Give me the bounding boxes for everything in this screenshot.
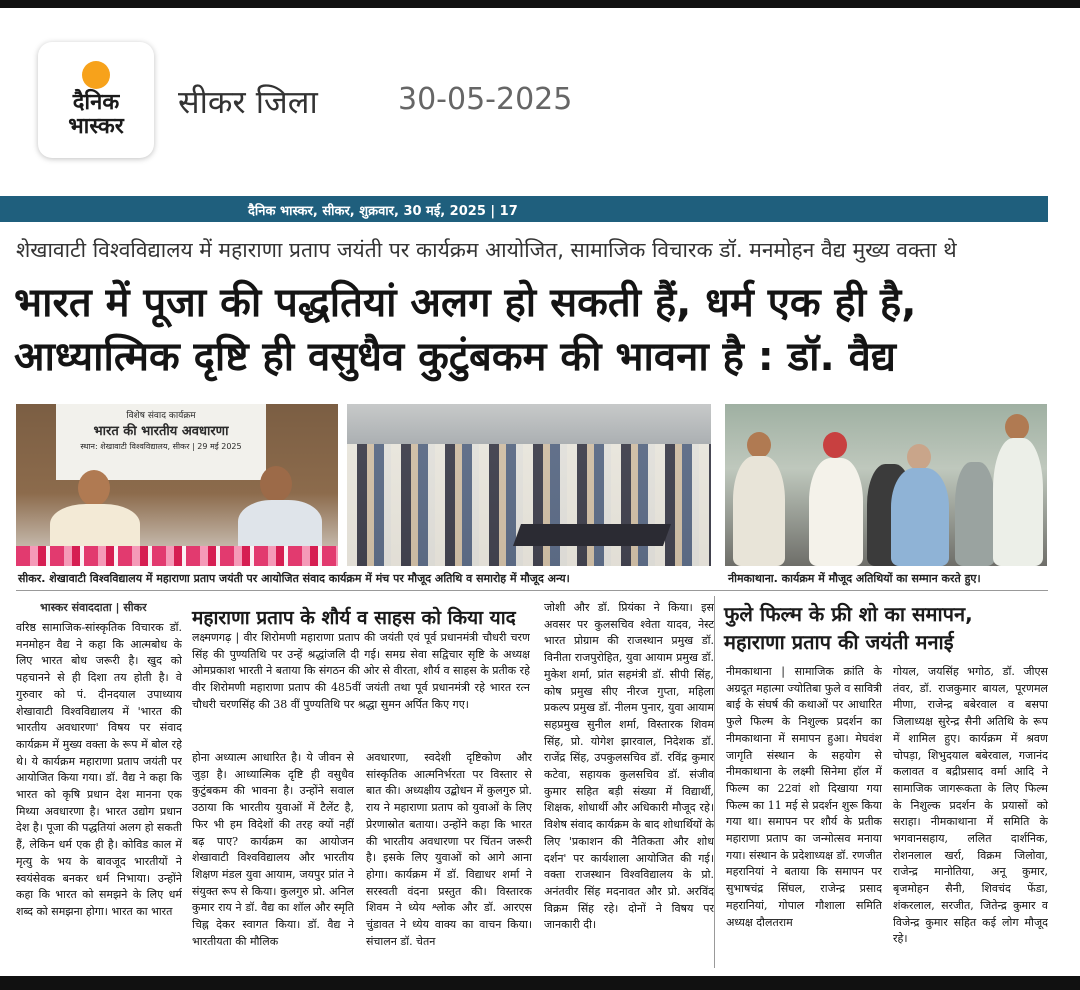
photo-caption-right: नीमकाथाना. कार्यक्रम में मौजूद अतिथियों का सम्मान करते हुए। <box>728 572 981 585</box>
top-bar <box>0 0 1080 8</box>
speaker-head <box>260 466 292 502</box>
guest-head-4 <box>907 444 931 470</box>
guest-figure-6 <box>993 438 1043 566</box>
guest-figure-2 <box>809 458 863 566</box>
bureau-byline: भास्कर संवाददाता | सीकर <box>40 601 147 614</box>
banner-line-1: विशेष संवाद कार्यक्रम <box>126 411 196 421</box>
audience-table <box>513 524 671 546</box>
section-divider <box>16 590 1048 591</box>
stage-banner <box>56 404 266 480</box>
district-title: सीकर जिला <box>178 83 318 121</box>
guest-figure-1 <box>733 456 785 566</box>
stage-photo <box>16 404 338 566</box>
story1-kicker: शेखावाटी विश्वविद्यालय में महाराणा प्रताप जयंती पर कार्यक्रम आयोजित, सामाजिक विचारक डॉ. मनमोहन वैद्य मुख्य वक्ता थे <box>16 238 957 262</box>
story3-subhead-line-2: महाराणा प्रताप की जयंती मनाई <box>724 630 954 654</box>
turban-icon <box>823 432 847 458</box>
banner-line-2: भारत की भारतीय अवधारणा <box>93 424 229 439</box>
logo-line-1: दैनिक <box>72 90 120 115</box>
page-band <box>0 196 1048 222</box>
audience-crowd <box>347 444 711 566</box>
story1-column-3: अवधारणा, स्वदेशी दृष्टिकोण और सांस्कृतिक आत्मनिर्भरता पर विस्तार से बात की। अध्यक्षीय उद्बोधन में कुलगुरु प्रो. राय ने महाराणा प्रताप को युवाओं के लिए प्रेरणास्रोत बताया। उन्होंने कहा कि भारत की भारतीय अवधारणा पर चिंतन जरूरी है। इसके लिए युवाओं को आगे आना होगा। कार्यक्रम में डॉ. विद्याधर शर्मा ने सरस्वती वंदना प्रस्तुत की। विस्तारक शिवम ने ध्येय श्लोक और डॉ. आरएस चुंडावत ने ध्येय वाक्य का वाचन किया। संचालन डॉ. चेतन <box>366 751 532 948</box>
guest-head-1 <box>747 432 771 458</box>
guest-head <box>78 470 110 506</box>
story3-column-1: नीमकाथाना | सामाजिक क्रांति के अग्रदूत महात्मा ज्योतिबा फुले व सावित्री बाई के संघर्ष की कथाओं पर आधारित फुले फिल्म के निशुल्क प्रदर्शन का नीमकाथाना में समापन हुआ। मेघवंश जागृति संस्थान के सहयोग से नीमकाथाना के लक्ष्मी सिनेमा हॉल में फिल्म का 22वां शो दिखाया गया फिल्म का 11 मई से प्रदर्शन शुरू किया गया था। समापन पर शौर्य के प्रतीक महाराणा प्रताप का जन्मोत्सव मनाया गया। संस्थान के प्रदेशाध्यक्ष डॉ. रणजीत महरानियां ने बताया कि समापन पर सुभाषचंद्र सिंघल, राजेन्द्र प्रसाद महरानियां, गोपाल गौशाला समिति अध्यक्ष दौलतराम <box>726 665 882 929</box>
audience-photo <box>347 404 711 566</box>
story2-body: लक्ष्मणगढ़ | वीर शिरोमणी महाराणा प्रताप की जयंती एवं पूर्व प्रधानमंत्री चौधरी चरण सिंह की पुण्यतिथि पर उन्हें श्रद्धांजलि दी गई। समग्र सेवा सद्विचार सृष्टि के अध्यक्ष ओमप्रकाश भारती ने बताया कि संगठन की ओर से वीरता, शौर्य व साहस के प्रतीक रहे वीर शिरोमणी महाराणा प्रताप की 485वीं जयंती तथा पूर्व प्रधानमंत्री रहे भारत रत्न चौधरी चरणसिंह की 38 वीं पुण्यतिथि पर श्रद्धा सुमन अर्पित किए गए। <box>192 631 530 711</box>
bottom-bar <box>0 976 1080 990</box>
headline-line-1: भारत में पूजा की पद्धतियां अलग हो सकती हैं, धर्म एक ही है, <box>14 280 917 326</box>
column-divider <box>714 596 715 968</box>
story1-column-2: होना अध्यात्म आधारित है। ये जीवन से जुड़ा है। आध्यात्मिक दृष्टि ही वसुधैव कुटुंबकम की भावना है। उन्होंने सवाल उठाया कि भारतीय युवाओं में टैलेंट है, फिर भी हम विदेशों की तरह क्यों नहीं बढ़ पाए? कार्यक्रम का आयोजन शेखावाटी विश्वविद्यालय और भारतीय शिक्षण मंडल युवा आयाम, जयपुर प्रांत ने संयुक्त रूप से किया। कुलगुरु प्रो. अनिल कुमार राय ने डॉ. वैद्य का शॉल और स्मृति चिह्न देकर स्वागत किया। डॉ. वैद्य ने भारतीयता की मौलिक <box>192 751 354 948</box>
guest-head-6 <box>1005 414 1029 440</box>
story2-subhead: महाराणा प्रताप के शौर्य व साहस को किया याद <box>192 607 516 629</box>
felicitation-photo <box>725 404 1047 566</box>
banner-line-3: स्थान: शेखावाटी विश्वविद्यालय, सीकर | 29 मई 2025 <box>80 442 242 451</box>
dainik-bhaskar-logo <box>38 42 154 158</box>
story1-column-4: जोशी और डॉ. प्रियंका ने किया। इस अवसर पर कुलसचिव श्वेता यादव, नेस्ट भारत प्रोग्राम की राजस्थान प्रमुख डॉ. विनीता राजपुरोहित, युवा आयाम प्रमुख डॉ. मुकेश शर्मा, प्रांत सहमंत्री डॉ. सीपी सिंह, कोष प्रमुख सीए नीरज गुप्ता, महिला प्रकल्प प्रमुख डॉ. नीलम पुनार, युवा आयाम सहप्रमुख सुनील शर्मा, विस्तारक शिवम सिंह, प्रो. योगेश झारवाल, निदेशक डॉ. राजेंद्र सिंह, उपकुलसचिव डॉ. रविंद्र कुमार कटेवा, सहायक कुलसचिव डॉ. संजीव कुमार सहित बड़ी संख्या में विद्यार्थी, शिक्षक, शोधार्थी और अधिकारी मौजूद रहे। विशेष संवाद कार्यक्रम के बाद शोधार्थियों के लिए 'प्रकाशन की नैतिकता और शोध दर्शन' पर कार्यशाला आयोजित की गई। वक्ता राजस्थान विश्वविद्यालय के प्रो. अनंतवीर सिंह मदनावत और प्रो. अरविंद विक्रम सिंह रहे। दोनों ने विषय पर जानकारी दी। <box>544 601 714 932</box>
guest-figure-5 <box>955 462 995 566</box>
headline-line-2: आध्यात्मिक दृष्टि ही वसुधैव कुटुंबकम की भावना है : डॉ. वैद्य <box>14 334 897 380</box>
edition-date: 30-05-2025 <box>398 82 573 117</box>
story3-column-2: गोयल, जयसिंह भगोठ, डॉ. जीएस तंवर, डॉ. राजकुमार बायल, पूरणमल मीणा, राजेन्द्र बबेरवाल व बसपा जिलाध्यक्ष सुरेन्द्र सैनी अतिथि के रूप में शामिल हुए। कार्यक्रम में श्रवण चोपड़ा, शिभुदयाल बबेरवाल, गजानंद कलावत व बद्रीप्रसाद वर्मा आदि ने सामाजिक जागरूकता के लिए फिल्म के निशुल्क प्रदर्शन के प्रयासों को सराहा। नीमकाथाना में समिति के भगवानसहाय, ललित दार्शनिक, रोशनलाल खर्रा, विक्रम जिलोवा, राजेन्द्र मानोतिया, अनू कुमार, बृजमोहन सैनी, शिवचंद फेंडा, शंकरलाल, सरजीत, जितेन्द्र कुमार व विजेन्द्र कुमार सहित कई लोग मौजूद रहे। <box>893 665 1048 946</box>
guest-figure-4 <box>891 468 949 566</box>
sun-icon <box>82 61 110 89</box>
logo-line-2: भास्कर <box>68 114 124 139</box>
story1-column-1: वरिष्ठ सामाजिक-सांस्कृतिक विचारक डॉ. मनमोहन वैद्य ने कहा कि आत्मबोध के लिए भारत बोध जरूरी है। खुद को पहचानने से ही दिशा तय होती है। वे गुरुवार को पं. दीनदयाल उपाध्याय शेखावाटी विश्वविद्यालय में 'भारत की भारतीय अवधारणा' विषय पर संवाद कार्यक्रम में मुख्य वक्ता के रूप में बोल रहे थे। ये कार्यक्रम महाराणा प्रताप जयंती पर आयोजित किया गया। डॉ. वैद्य ने कहा कि भारत को कृषि प्रधान देश मानना एक मिथ्या अवधारणा है। भारत उद्योग प्रधान देश है। पूजा की पद्धतियां अलग हो सकती हैं, लेकिन धर्म एक ही है। कोविड काल में मृत्यु के भय के बावजूद भारतीयों ने स्वयंसेवक बनकर धर्म निभाया। उन्होंने कहा कि भारत को समझने के लिए धर्म शब्द को समझना होगा। भारत का भारत <box>16 621 182 918</box>
story3-subhead-line-1: फुले फिल्म के फ्री शो का समापन, <box>724 602 973 626</box>
story3-subhead <box>724 600 1048 656</box>
story1-headline <box>14 276 1064 384</box>
flower-decoration <box>16 546 338 566</box>
photo-caption-left: सीकर. शेखावाटी विश्वविद्यालय में महाराणा प्रताप जयंती पर आयोजित संवाद कार्यक्रम में मंच पर मौजूद अतिथि व समारोह में मौजूद अन्य। <box>18 572 570 585</box>
page-band-text: दैनिक भास्कर, सीकर, शुक्रवार, 30 मई, 2025 | 17 <box>248 204 518 219</box>
